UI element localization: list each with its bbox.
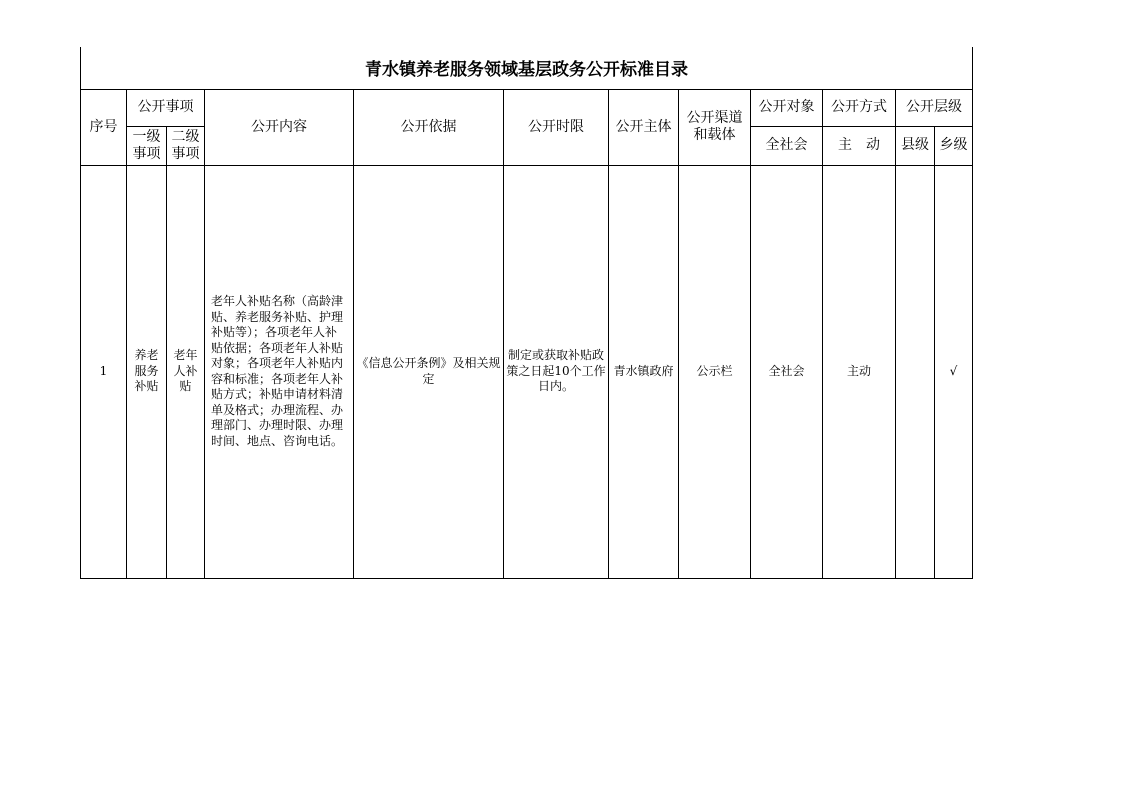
- cell-audience: 全社会: [751, 165, 823, 578]
- header-method-sub: 主 动: [823, 126, 896, 165]
- header-level2: 二级事项: [167, 126, 205, 165]
- page-title: 青水镇养老服务领域基层政务公开标准目录: [81, 47, 973, 89]
- header-time-limit: 公开时限: [504, 89, 609, 165]
- header-seq: 序号: [81, 89, 127, 165]
- cell-time-limit: 制定或获取补贴政策之日起10个工作日内。: [504, 165, 609, 578]
- cell-county: [896, 165, 935, 578]
- header-channel: 公开渠道和载体: [679, 89, 751, 165]
- header-basis: 公开依据: [354, 89, 504, 165]
- header-audience-sub: 全社会: [751, 126, 823, 165]
- cell-channel: 公示栏: [679, 165, 751, 578]
- cell-content: 老年人补贴名称（高龄津贴、养老服务补贴、护理补贴等）；各项老年人补贴依据；各项老年人补贴对象；各项老年人补贴内容和标准；各项老年人补贴方式；补贴申请材料清单及格式；办理流程、办理部门、办理时限、办理时间、地点、咨询电话。: [205, 165, 354, 578]
- header-content: 公开内容: [205, 89, 354, 165]
- header-matters: 公开事项: [127, 89, 205, 126]
- cell-level2: 老年人补贴: [167, 165, 205, 578]
- header-subject: 公开主体: [609, 89, 679, 165]
- table-row: [81, 165, 973, 578]
- cell-basis: 《信息公开条例》及相关规定: [354, 165, 504, 578]
- header-township: 乡级: [935, 126, 973, 165]
- cell-method: 主动: [823, 165, 896, 578]
- catalog-table: [80, 47, 973, 579]
- header-level1: 一级事项: [127, 126, 167, 165]
- cell-level1: 养老服务补贴: [127, 165, 167, 578]
- header-audience: 公开对象: [751, 89, 823, 126]
- header-county: 县级: [896, 126, 935, 165]
- header-method: 公开方式: [823, 89, 896, 126]
- cell-township: √: [935, 165, 973, 578]
- cell-subject: 青水镇政府: [609, 165, 679, 578]
- cell-seq: 1: [81, 165, 127, 578]
- header-level: 公开层级: [896, 89, 973, 126]
